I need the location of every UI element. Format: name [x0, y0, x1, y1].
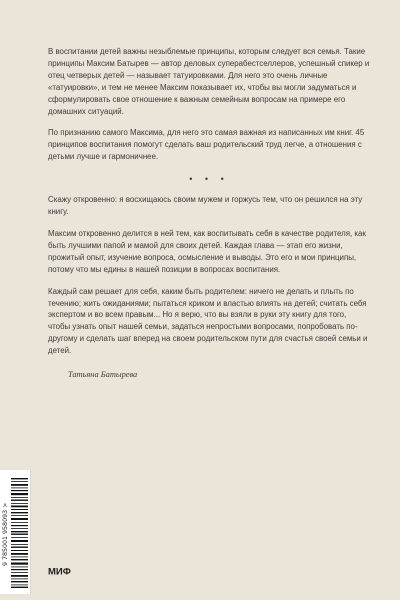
cover-text-block [48, 46, 370, 381]
paragraph-quote-body: Максим откровенно делится в ней тем, как воспитывать себя в качестве родителя, как быть лучшими папой и мамой для своих детей. Каждая глава — этап его жизни, прожитый опыт, изучение вопроса, осмысление и выводы. Это его и мои принципы, потому что мы едины в нашей позиции в вопросах воспитания. [48, 228, 366, 274]
author-signature: Татьяна Батырева [68, 370, 138, 380]
paragraph-importance: По признанию самого Максима, для него это самая важная из написанных им книг. 45 принципов воспитания помогут сделать ваш родительский труд легче, а отношения с детьми лучше и гармоничнее. [48, 128, 365, 162]
svg-text:МИФ: МИФ [48, 566, 71, 576]
section-divider: • • • [189, 174, 229, 185]
barcode-bars-icon [11, 478, 28, 588]
paragraph-quote-opening: Скажу откровенно: я восхищаюсь своим мужем и горжусь тем, что он решился на эту книгу. [48, 195, 363, 217]
publisher-logo-icon [48, 566, 72, 576]
isbn-barcode [0, 470, 31, 594]
paragraph-quote-closing: Каждый сам решает для себя, каким быть родителем: ничего не делать и плыть по течению; жить ожиданиями; пытаться криком и властью влиять на детей; считать себя экспертом и во всем правым... Но я верю, что вы взяли в руки эту книгу для того, чтобы узнать опыт нашей семьи, задаться непростыми вопросами, попробовать по-другому и сделать шаг вперед на своем родительском пути для счастья своей семьи и детей. [48, 286, 368, 356]
isbn-digits: 9 785001 958093 > [2, 502, 9, 566]
paragraph-intro: В воспитании детей важны незыблемые принципы, которым следует вся семья. Такие принципы Максим Батырев — автор деловых суперабестселлеров, успешный спикер и отец четверых детей — называет татуировками. Для него это очень личные «татуировки», и тем не менее Максим показывает их, чтобы вы могли задуматься и сформулировать свое отношение к важным семейным вопросам на примере его домашних ситуаций. [48, 47, 370, 116]
